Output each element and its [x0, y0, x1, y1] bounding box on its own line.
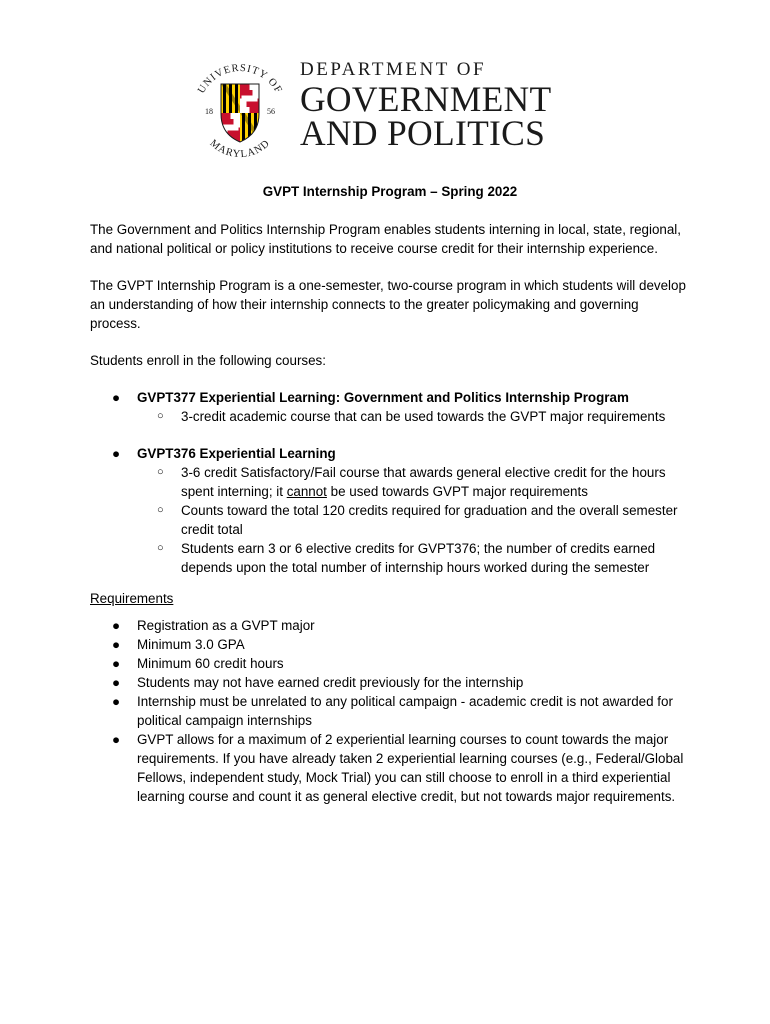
course-detail: 3-credit academic course that can be used towards the GVPT major requirements [181, 409, 666, 424]
bullet-icon: ● [112, 732, 121, 747]
requirement-text: Students may not have earned credit previously for the internship [137, 675, 524, 690]
seal-arc-top: UNIVERSITY OF [196, 62, 284, 96]
list-item [90, 692, 690, 730]
maryland-flag-shield-icon [221, 84, 259, 142]
course-detail-emphasis: cannot [286, 484, 327, 499]
sub-list-item [90, 539, 690, 577]
requirement-text: Minimum 3.0 GPA [137, 637, 245, 652]
seal-arc-bottom: MARYLAND [207, 137, 273, 161]
page-title: GVPT Internship Program – Spring 2022 [262, 184, 518, 199]
bullet-icon: ● [112, 390, 121, 405]
requirements-list [90, 616, 690, 806]
sub-list-item [90, 407, 690, 426]
hollow-bullet-icon: ○ [157, 542, 164, 554]
hollow-bullet-icon: ○ [157, 410, 164, 422]
bullet-icon: ● [112, 656, 121, 671]
seal-year-left: 18 [205, 107, 213, 116]
hollow-bullet-icon: ○ [157, 466, 164, 478]
course-detail: Students earn 3 or 6 elective credits for GVPT376; the number of credits earned depends upon the total number of internship hours worked during the semester [181, 541, 656, 575]
list-item [90, 730, 690, 806]
course-detail-post: be used towards GVPT major requirements [326, 484, 588, 499]
requirement-text: GVPT allows for a maximum of 2 experiential learning courses to count towards the major requirements. If you have already taken 2 experiential learning courses (e.g., Federal/Global Fellows, independent study, Mock Trial) you can still choose to enroll in a third experiential learning course and count it as general elective credit, but not towards major requirements. [137, 732, 684, 804]
enroll-intro: Students enroll in the following courses: [90, 353, 326, 368]
sub-list-item [90, 463, 690, 501]
requirement-text: Internship must be unrelated to any political campaign - academic credit is not awarded for political campaign internships [137, 694, 673, 728]
list-item [90, 635, 690, 654]
bullet-icon: ● [112, 446, 121, 461]
sub-list-item [90, 501, 690, 539]
bullet-icon: ● [112, 694, 121, 709]
list-item [90, 444, 690, 463]
requirement-text: Registration as a GVPT major [137, 618, 315, 633]
course-detail: Counts toward the total 120 credits required for graduation and the overall semester credit total [181, 503, 678, 537]
course-title: GVPT377 Experiential Learning: Government and Politics Internship Program [137, 390, 629, 405]
department-of-text: DEPARTMENT OF [300, 59, 487, 80]
bullet-icon: ● [112, 675, 121, 690]
list-item [90, 654, 690, 673]
department-header [185, 54, 585, 166]
requirement-text: Minimum 60 credit hours [137, 656, 284, 671]
list-item [90, 616, 690, 635]
seal-year-right: 56 [267, 107, 275, 116]
course-title: GVPT376 Experiential Learning [137, 446, 336, 461]
hollow-bullet-icon: ○ [157, 504, 164, 516]
university-of-maryland-seal-icon [185, 54, 295, 164]
course-gvpt377 [90, 388, 690, 426]
bullet-icon: ● [112, 618, 121, 633]
bullet-icon: ● [112, 637, 121, 652]
and-politics-text: AND POLITICS [300, 113, 546, 153]
list-item [90, 388, 690, 407]
intro-paragraph-1: The Government and Politics Internship Program enables students interning in local, state, regional, and national political or policy institutions to receive course credit for their internship experience. [90, 222, 681, 256]
list-item [90, 673, 690, 692]
government-text: GOVERNMENT [300, 79, 552, 119]
requirements-heading: Requirements [90, 591, 174, 606]
department-wordmark [300, 58, 552, 153]
course-detail-pre: 3-6 credit Satisfactory/Fail course that awards general elective credit for the hours spent interning; it [181, 465, 666, 499]
intro-paragraph-2: The GVPT Internship Program is a one-semester, two-course program in which students will develop an understanding of how their internship connects to the greater policymaking and governing process. [90, 278, 686, 331]
document-body [90, 182, 690, 806]
course-gvpt376 [90, 444, 690, 577]
